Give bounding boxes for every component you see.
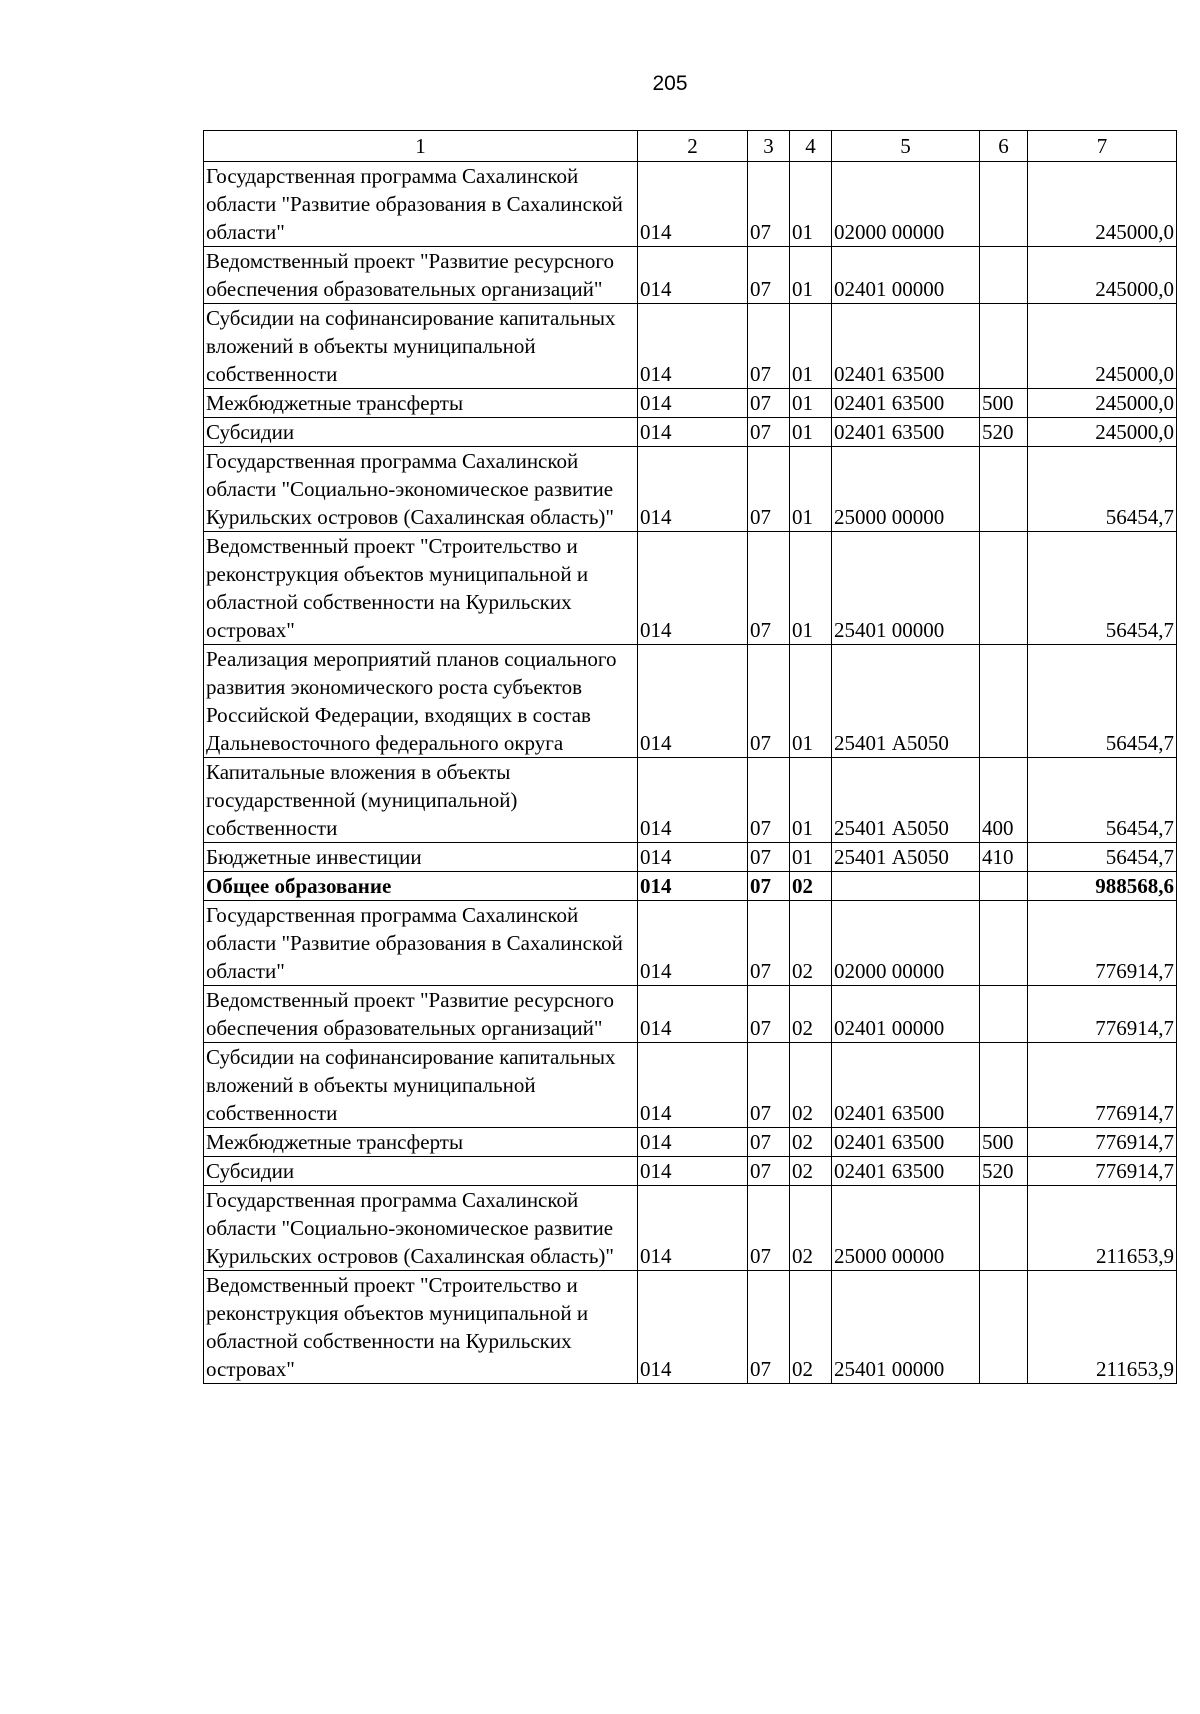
row-code-4-cell: 01	[790, 247, 832, 304]
row-code-3-cell: 07	[748, 389, 790, 418]
row-code-5-cell: 25000 00000	[832, 1186, 980, 1271]
row-code-6-cell	[980, 304, 1028, 389]
row-amount-cell: 56454,7	[1028, 843, 1177, 872]
table-row	[204, 1128, 1177, 1157]
row-code-5-cell: 25401 А5050	[832, 645, 980, 758]
row-amount-cell: 245000,0	[1028, 304, 1177, 389]
row-code-5-cell: 25401 00000	[832, 532, 980, 645]
row-code-3-cell: 07	[748, 304, 790, 389]
table-row	[204, 532, 1177, 645]
row-code-2-cell: 014	[638, 447, 748, 532]
row-code-5-cell: 25401 00000	[832, 1271, 980, 1384]
row-name-cell: Ведомственный проект "Строительство и реконструкция объектов муниципальной и областной собственности на Курильских островах"	[204, 532, 638, 645]
row-name-cell: Государственная программа Сахалинской области "Развитие образования в Сахалинской области"	[204, 162, 638, 247]
row-code-2-cell: 014	[638, 758, 748, 843]
table-row	[204, 1186, 1177, 1271]
row-code-4-cell: 01	[790, 843, 832, 872]
table-row	[204, 645, 1177, 758]
row-code-3-cell: 07	[748, 532, 790, 645]
row-code-3-cell: 07	[748, 447, 790, 532]
row-name-cell: Ведомственный проект "Развитие ресурсного обеспечения образовательных организаций"	[204, 247, 638, 304]
row-amount-cell: 776914,7	[1028, 1043, 1177, 1128]
row-code-4-cell: 01	[790, 389, 832, 418]
row-code-6-cell	[980, 447, 1028, 532]
table-row	[204, 1271, 1177, 1384]
row-name-cell: Субсидии	[204, 1157, 638, 1186]
row-code-4-cell: 01	[790, 645, 832, 758]
row-code-4-cell: 01	[790, 447, 832, 532]
row-name-cell: Государственная программа Сахалинской области "Развитие образования в Сахалинской области"	[204, 901, 638, 986]
row-amount-cell: 776914,7	[1028, 901, 1177, 986]
row-code-6-cell	[980, 1186, 1028, 1271]
row-code-6-cell	[980, 1271, 1028, 1384]
row-amount-cell: 56454,7	[1028, 758, 1177, 843]
row-amount-cell: 776914,7	[1028, 1128, 1177, 1157]
row-code-2-cell: 014	[638, 418, 748, 447]
row-name-cell: Субсидии	[204, 418, 638, 447]
row-code-4-cell: 01	[790, 162, 832, 247]
row-code-6-cell	[980, 645, 1028, 758]
row-code-3-cell: 07	[748, 418, 790, 447]
page-number: 205	[652, 72, 688, 95]
row-name-cell: Бюджетные инвестиции	[204, 843, 638, 872]
row-code-5-cell: 25401 А5050	[832, 843, 980, 872]
row-amount-cell: 211653,9	[1028, 1186, 1177, 1271]
row-code-6-cell	[980, 532, 1028, 645]
budget-table	[203, 130, 1177, 1384]
table-row	[204, 447, 1177, 532]
row-code-4-cell: 02	[790, 872, 832, 901]
row-code-5-cell: 02401 00000	[832, 986, 980, 1043]
header-row	[204, 131, 1177, 162]
row-name-cell: Государственная программа Сахалинской области "Социально-экономическое развитие Курильских островов (Сахалинская область)"	[204, 1186, 638, 1271]
row-amount-cell: 56454,7	[1028, 447, 1177, 532]
row-code-5-cell: 25401 А5050	[832, 758, 980, 843]
row-code-5-cell: 02401 63500	[832, 389, 980, 418]
row-code-6-cell: 500	[980, 389, 1028, 418]
row-code-6-cell	[980, 872, 1028, 901]
row-code-4-cell: 02	[790, 1186, 832, 1271]
row-code-3-cell: 07	[748, 1271, 790, 1384]
table-row	[204, 418, 1177, 447]
row-name-cell: Субсидии на софинансирование капитальных вложений в объекты муниципальной собственности	[204, 304, 638, 389]
row-code-6-cell: 410	[980, 843, 1028, 872]
header-col-4: 4	[790, 131, 832, 162]
row-code-6-cell	[980, 901, 1028, 986]
row-code-2-cell: 014	[638, 901, 748, 986]
row-code-3-cell: 07	[748, 1157, 790, 1186]
row-code-3-cell: 07	[748, 901, 790, 986]
row-code-6-cell	[980, 247, 1028, 304]
table-row	[204, 389, 1177, 418]
row-code-4-cell: 02	[790, 1043, 832, 1128]
row-code-5-cell: 02401 63500	[832, 304, 980, 389]
row-amount-cell: 245000,0	[1028, 418, 1177, 447]
row-amount-cell: 988568,6	[1028, 872, 1177, 901]
row-amount-cell: 56454,7	[1028, 532, 1177, 645]
row-code-6-cell	[980, 162, 1028, 247]
table-row	[204, 872, 1177, 901]
row-code-2-cell: 014	[638, 532, 748, 645]
row-code-2-cell: 014	[638, 304, 748, 389]
table-row	[204, 304, 1177, 389]
row-code-5-cell: 02000 00000	[832, 901, 980, 986]
row-code-5-cell: 02401 63500	[832, 1157, 980, 1186]
row-code-2-cell: 014	[638, 1186, 748, 1271]
row-code-6-cell	[980, 1043, 1028, 1128]
row-code-3-cell: 07	[748, 872, 790, 901]
row-code-4-cell: 02	[790, 986, 832, 1043]
table-row	[204, 247, 1177, 304]
row-name-cell: Общее образование	[204, 872, 638, 901]
row-code-2-cell: 014	[638, 389, 748, 418]
row-amount-cell: 245000,0	[1028, 389, 1177, 418]
header-col-3: 3	[748, 131, 790, 162]
table-row	[204, 901, 1177, 986]
row-code-3-cell: 07	[748, 758, 790, 843]
row-code-3-cell: 07	[748, 162, 790, 247]
table-row	[204, 758, 1177, 843]
row-code-5-cell: 02401 00000	[832, 247, 980, 304]
row-code-4-cell: 02	[790, 1271, 832, 1384]
row-code-3-cell: 07	[748, 247, 790, 304]
row-code-3-cell: 07	[748, 1186, 790, 1271]
row-amount-cell: 56454,7	[1028, 645, 1177, 758]
header-col-5: 5	[832, 131, 980, 162]
row-code-6-cell: 500	[980, 1128, 1028, 1157]
row-code-2-cell: 014	[638, 872, 748, 901]
row-code-5-cell: 25000 00000	[832, 447, 980, 532]
row-code-3-cell: 07	[748, 1128, 790, 1157]
row-code-2-cell: 014	[638, 645, 748, 758]
table-row	[204, 986, 1177, 1043]
row-code-2-cell: 014	[638, 162, 748, 247]
row-amount-cell: 776914,7	[1028, 986, 1177, 1043]
row-code-4-cell: 01	[790, 758, 832, 843]
row-code-2-cell: 014	[638, 986, 748, 1043]
row-name-cell: Капитальные вложения в объекты государственной (муниципальной) собственности	[204, 758, 638, 843]
row-code-4-cell: 02	[790, 1157, 832, 1186]
row-code-6-cell: 400	[980, 758, 1028, 843]
row-code-4-cell: 02	[790, 901, 832, 986]
header-col-1: 1	[204, 131, 638, 162]
row-amount-cell: 245000,0	[1028, 162, 1177, 247]
row-code-5-cell: 02401 63500	[832, 418, 980, 447]
table-body	[204, 162, 1177, 1384]
row-code-2-cell: 014	[638, 247, 748, 304]
header-col-2: 2	[638, 131, 748, 162]
row-code-6-cell: 520	[980, 418, 1028, 447]
row-code-6-cell	[980, 986, 1028, 1043]
row-code-5-cell: 02000 00000	[832, 162, 980, 247]
row-name-cell: Ведомственный проект "Развитие ресурсного обеспечения образовательных организаций"	[204, 986, 638, 1043]
row-amount-cell: 211653,9	[1028, 1271, 1177, 1384]
table-row	[204, 1157, 1177, 1186]
row-amount-cell: 776914,7	[1028, 1157, 1177, 1186]
row-code-5-cell: 02401 63500	[832, 1128, 980, 1157]
row-name-cell: Межбюджетные трансферты	[204, 389, 638, 418]
row-code-2-cell: 014	[638, 1128, 748, 1157]
row-name-cell: Государственная программа Сахалинской области "Социально-экономическое развитие Курильских островов (Сахалинская область)"	[204, 447, 638, 532]
table-row	[204, 1043, 1177, 1128]
row-name-cell: Субсидии на софинансирование капитальных вложений в объекты муниципальной собственности	[204, 1043, 638, 1128]
row-code-3-cell: 07	[748, 645, 790, 758]
row-code-4-cell: 02	[790, 1128, 832, 1157]
row-name-cell: Ведомственный проект "Строительство и реконструкция объектов муниципальной и областной собственности на Курильских островах"	[204, 1271, 638, 1384]
row-code-2-cell: 014	[638, 1043, 748, 1128]
row-code-2-cell: 014	[638, 1157, 748, 1186]
row-code-5-cell: 02401 63500	[832, 1043, 980, 1128]
table-row	[204, 162, 1177, 247]
row-name-cell: Межбюджетные трансферты	[204, 1128, 638, 1157]
row-code-4-cell: 01	[790, 418, 832, 447]
row-code-4-cell: 01	[790, 532, 832, 645]
header-col-7: 7	[1028, 131, 1177, 162]
row-name-cell: Реализация мероприятий планов социального развития экономического роста субъектов Российской Федерации, входящих в состав Дальневосточного федерального округа	[204, 645, 638, 758]
row-code-3-cell: 07	[748, 1043, 790, 1128]
row-code-6-cell: 520	[980, 1157, 1028, 1186]
row-code-4-cell: 01	[790, 304, 832, 389]
table-row	[204, 843, 1177, 872]
row-code-5-cell	[832, 872, 980, 901]
row-code-3-cell: 07	[748, 843, 790, 872]
row-code-3-cell: 07	[748, 986, 790, 1043]
row-amount-cell: 245000,0	[1028, 247, 1177, 304]
row-code-2-cell: 014	[638, 1271, 748, 1384]
row-code-2-cell: 014	[638, 843, 748, 872]
header-col-6: 6	[980, 131, 1028, 162]
